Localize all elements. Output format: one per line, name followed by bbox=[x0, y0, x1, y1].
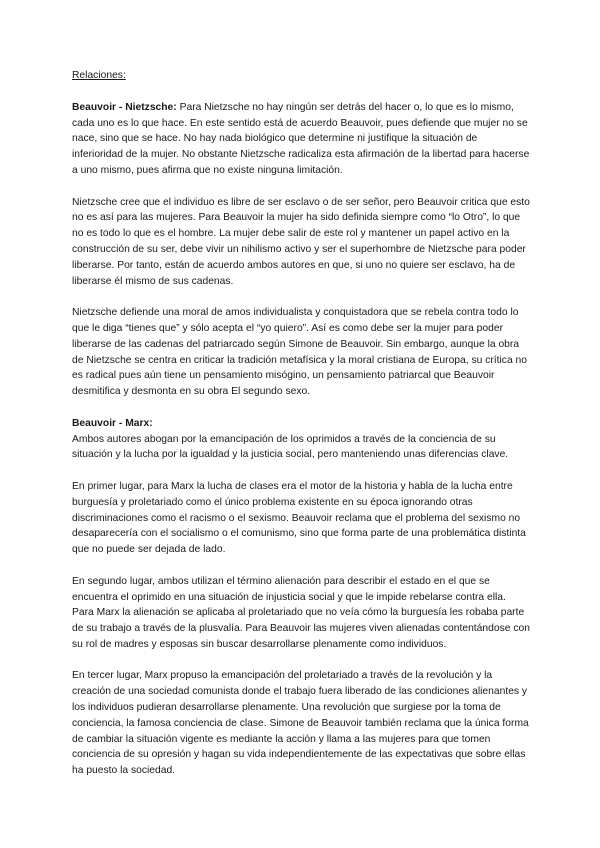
nietzsche-paragraph-3: Nietzsche defiende una moral de amos individualista y conquistadora que se rebela contra todo lo que le diga “tienes que” y sólo acepta el “yo quiero”. Así es como debe ser la mujer para poder liberarse de las cadenas del patriarcado según Simone de Beauvoir. Sin embargo, aunque la obra de Nietzsche se centra en criticar la tradición metafísica y la moral cristiana de Europa, su crítica no es radical pues aún tiene un pensamiento misógino, un pensamiento patriarcal que Beauvoir desmitifica y desmonta en su obra El segundo sexo. bbox=[72, 307, 527, 398]
nietzsche-paragraph-2: Nietzsche cree que el individuo es libre de ser esclavo o de ser señor, pero Beauvoir critica que esto no es así para las mujeres. Para Beauvoir la mujer ha sido definida siempre como “lo Otro”, lo que no es todo lo que es el hombre. La mujer debe salir de este rol y mantener un papel activo en la construcción de su ser, debe vivir un nihilismo activo y ser el superhombre de Nietzsche para poder liberarse. Por tanto, están de acuerdo ambos autores en que, si uno no quiere ser esclavo, ha de liberarse él mismo de sus cadenas. bbox=[72, 196, 530, 287]
marx-paragraph-3: En segundo lugar, ambos utilizan el término alienación para describir el estado en el que se encuentra el oprimido en una situación de injusticia social y que le impide rebelarse contra ella. Para Marx la alienación se aplicaba al proletariado que no veía cómo la burguesía les robaba parte de su trabajo a través de la plusvalía. Para Beauvoir las mujeres viven alienadas contentándose con su rol de madres y esposas sin buscar desarrollarse plenamente como individuos. bbox=[72, 575, 530, 650]
marx-paragraph-2: En primer lugar, para Marx la lucha de clases era el motor de la historia y habla de la lucha entre burguesía y proletariado como el único problema existente en su época ignorando otras discriminaciones como el racismo o el sexismo. Beauvoir reclama que el problema del sexismo no desaparecería con el socialismo o el comunismo, sino que forma parte de una problemática distinta que no puede ser dejada de lado. bbox=[72, 480, 526, 556]
section-title-nietzsche: Beauvoir - Nietzsche: bbox=[72, 101, 177, 113]
section-title-marx: Beauvoir - Marx: bbox=[72, 417, 153, 429]
page-heading: Relaciones: bbox=[72, 70, 126, 81]
nietzsche-paragraph-1-text: Para Nietzsche no hay ningún ser detrás del hacer o, lo que es lo mismo, cada uno es lo que hace. En este sentido está de acuerdo Beauvoir, pues defiende que mujer no se nace, sino que se hace. No hay nada biológico que determine ni justifique la situación de inferioridad de la mujer. No obstante Nietzsche radicaliza esta afirmación de la libertad para hacerse a uno mismo, pues afirma que no existe ninguna limitación. bbox=[72, 101, 530, 176]
nietzsche-paragraph-1 bbox=[72, 100, 530, 179]
marx-paragraph-4: En tercer lugar, Marx propuso la emancipación del proletariado a través de la revolución y la creación de una sociedad comunista donde el trabajo fuera liberado de las condiciones alienantes y los individuos pudieran desarrollarse plenamente. Una revolución que surgiese por la toma de conciencia, la famosa conciencia de clase. Simone de Beauvoir también reclama que la única forma de cambiar la situación vigente es mediante la acción y llama a las mujeres para que tomen conciencia de su opresión y hagan su vida independientemente de las expectativas que sobre ellas ha puesto la sociedad. bbox=[72, 670, 529, 777]
document-page bbox=[72, 68, 530, 795]
marx-paragraph-1: Ambos autores abogan por la emancipación de los oprimidos a través de la conciencia de su situación y la lucha por la igualdad y la justicia social, pero manteniendo unas diferencias clave. bbox=[72, 433, 509, 461]
